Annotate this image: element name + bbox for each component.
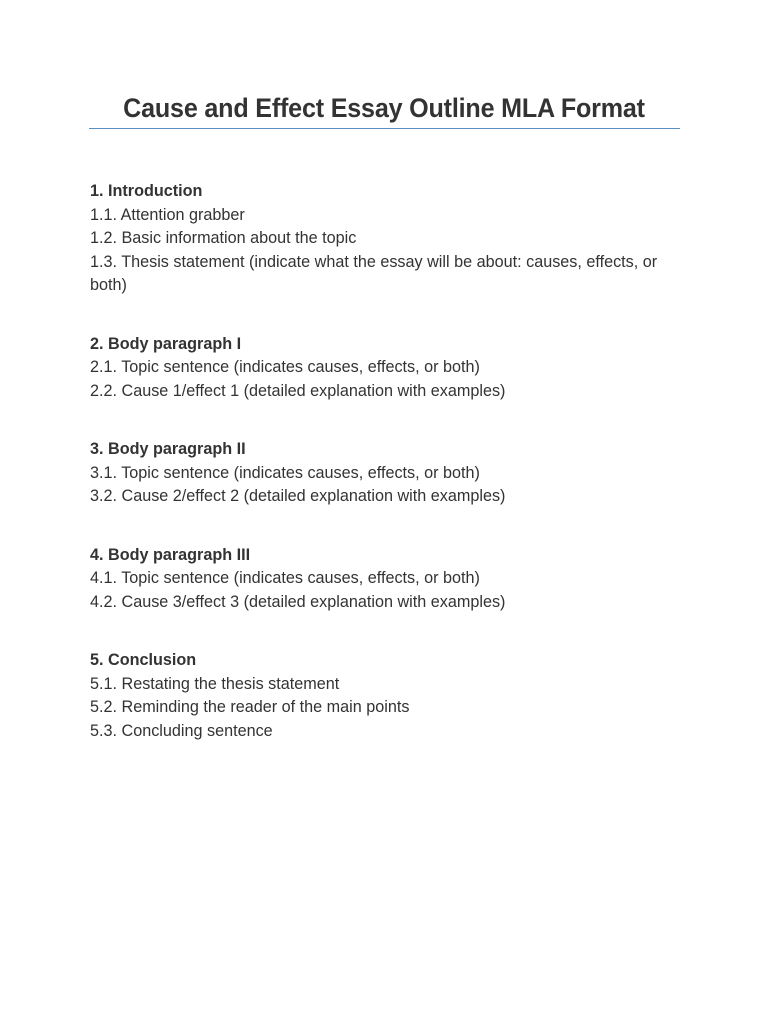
outline-item: 2.2. Cause 1/effect 1 (detailed explanation with examples)	[90, 381, 506, 400]
outline-item: 4.1. Topic sentence (indicates causes, effects, or both)	[90, 569, 480, 587]
outline-item: 2.1. Topic sentence (indicates causes, effects, or both)	[90, 358, 480, 376]
outline-item: 4.2. Cause 3/effect 3 (detailed explanation with examples)	[90, 592, 506, 611]
section-heading: 3. Body paragraph II	[90, 440, 246, 458]
page-title: Cause and Effect Essay Outline MLA Format	[123, 93, 645, 123]
outline-section-conclusion	[90, 649, 680, 743]
section-heading: 1. Introduction	[90, 182, 203, 200]
outline-section-introduction	[90, 180, 680, 298]
outline-item: 5.1. Restating the thesis statement	[90, 674, 340, 693]
outline-item: 1.3. Thesis statement (indicate what the essay will be about: causes, effects, or both)	[90, 252, 658, 294]
outline-content	[90, 180, 680, 778]
outline-item: 3.1. Topic sentence (indicates causes, effects, or both)	[90, 463, 480, 482]
outline-item: 1.2. Basic information about the topic	[90, 229, 357, 247]
outline-section-body-2	[90, 438, 680, 509]
title-underline	[89, 128, 680, 129]
outline-item: 5.3. Concluding sentence	[90, 721, 273, 740]
outline-item: 1.1. Attention grabber	[90, 205, 245, 224]
section-heading: 2. Body paragraph I	[90, 334, 242, 353]
outline-item: 5.2. Reminding the reader of the main points	[90, 698, 410, 716]
outline-section-body-1	[90, 333, 680, 404]
section-heading: 5. Conclusion	[90, 651, 197, 669]
section-heading: 4. Body paragraph III	[90, 545, 251, 564]
outline-section-body-3	[90, 544, 680, 615]
outline-item: 3.2. Cause 2/effect 2 (detailed explanation with examples)	[90, 487, 506, 505]
